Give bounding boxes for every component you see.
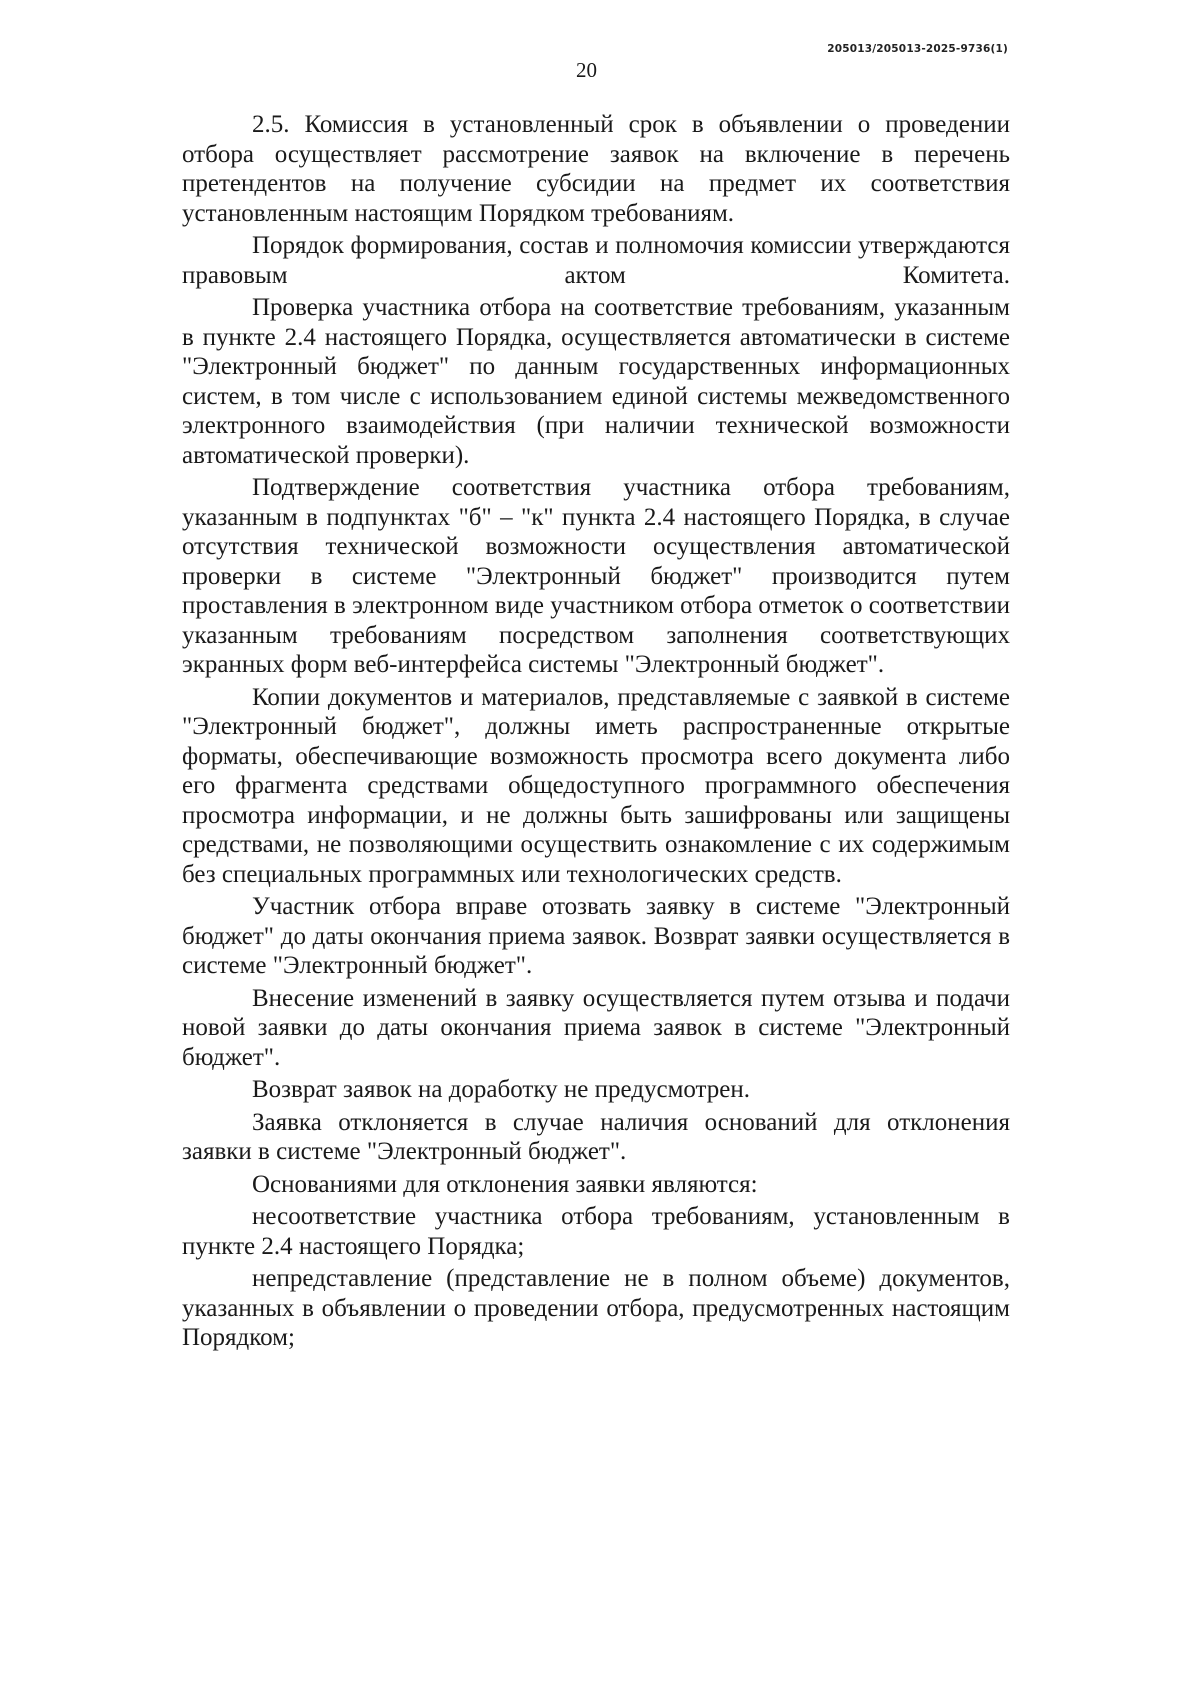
paragraph-rejection-grounds-heading: Основаниями для отклонения заявки являются: — [252, 1170, 758, 1198]
paragraph-application-withdrawal: Участник отбора вправе отозвать заявку в системе "Электронный бюджет" до даты окончания приема заявок. Возврат заявки осуществляется в системе "Электронный бюджет". — [182, 893, 1010, 979]
paragraph-no-return: Возврат заявок на доработку не предусмотрен. — [252, 1076, 751, 1103]
paragraph-commission-composition: Порядок формирования, состав и полномочия комиссии утверждаются правовым актом Комитета. — [182, 232, 1010, 289]
document-body — [182, 110, 1010, 1356]
paragraph-automatic-check: Проверка участника отбора на соответствие требованиям, указанным в пункте 2.4 настоящего Порядка, осуществляется автоматически в системе "Электронный бюджет" по данным государственных информационных систем, в том числе с использованием единой системы межведомственного электронного взаимодействия (при наличии технической возможности автоматической проверки). — [182, 294, 1010, 469]
list-item-noncompliance: несоответствие участника отбора требованиям, установленным в пункте 2.4 настоящего Порядка; — [182, 1203, 1010, 1260]
document-registration-number: 205013/205013-2025-9736(1) — [827, 43, 1008, 55]
paragraph-rejection: Заявка отклоняется в случае наличия оснований для отклонения заявки в системе "Электронный бюджет". — [182, 1108, 1010, 1165]
paragraph-document-formats: Копии документов и материалов, представляемые с заявкой в системе "Электронный бюджет", должны иметь распространенные открытые форматы, обеспечивающие возможность просмотра всего документа либо его фрагмента средствами общедоступного программного обеспечения просмотра информации, и не должны быть зашифрованы или защищены средствами, не позволяющими осуществить ознакомление с их содержимым без специальных программных или технологических средств. — [182, 683, 1010, 888]
page-number: 20 — [576, 58, 597, 82]
list-item-missing-documents: непредставление (представление не в полном объеме) документов, указанных в объявлении о проведении отбора, предусмотренных настоящим Порядком; — [182, 1265, 1010, 1351]
paragraph-manual-confirmation: Подтверждение соответствия участника отбора требованиям, указанным в подпунктах "б" – "к" пункта 2.4 настоящего Порядка, в случае отсутствия технической возможности осуществления автоматической проверки в системе "Электронный бюджет" производится путем проставления в электронном виде участником отбора отметок о соответствии указанным требованиям посредством заполнения соответствующих экранных форм веб-интерфейса системы "Электронный бюджет". — [182, 474, 1010, 678]
paragraph-application-changes: Внесение изменений в заявку осуществляется путем отзыва и подачи новой заявки до даты окончания приема заявок в системе "Электронный бюджет". — [182, 984, 1010, 1071]
paragraph-commission-review: 2.5. Комиссия в установленный срок в объявлении о проведении отбора осуществляет рассмотрение заявок на включение в перечень претендентов на получение субсидии на предмет их соответствия установленным настоящим Порядком требованиям. — [182, 111, 1010, 227]
